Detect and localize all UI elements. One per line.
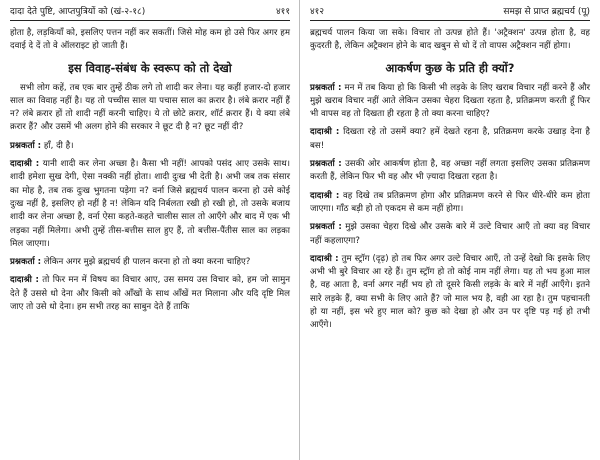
left-dialogue-questioner-1 [10,140,290,153]
right-dialogue-questioner-1 [310,82,590,122]
right-page [300,0,600,460]
right-dialogue-questioner-2 [310,158,590,185]
right-page-number: ४१२ [310,7,325,17]
left-section-heading: इस विवाह-संबंध के स्वरूप को तो देखो [68,60,232,75]
left-page-header [10,6,290,21]
dialogue-text: तो फिर मन में विषय का विचार आए, उस समय उस विचार को, हम जो सामुन देते हैं उससे धो देना और किसी को आँखों के साथ आँखें मत मिलाना और यदि दृष्टि मिल जाए तो उसे धो देना। हम सभी तरह का साबुन देते हैं ताकि [10,275,290,313]
speaker-label: प्रश्नकर्ता : [310,82,342,93]
speaker-label: दादाश्री : [310,127,340,138]
right-running-title: समझ से प्राप्त ब्रह्मचर्य (पू) [503,7,590,17]
dialogue-text: लेकिन अगर मुझे ब्रह्मचर्य ही पालन करना हो तो क्या करना चाहिए? [43,257,251,268]
left-page-number: ४११ [275,7,290,17]
left-dialogue-dadashri-2 [10,274,290,314]
left-running-title: दादा देते पुष्टि, आप्तपुत्रियों को (खं-२-१८) [10,7,146,17]
speaker-label: प्रश्नकर्ता : [310,222,342,233]
dialogue-text: यानी शादी कर लेना अच्छा है। कैसा भी नहीं! आपको पसंद आए उसके साथ। शादी हमेशा सुख देगी, ऐसा नक्की नहीं होता। शादी दुःख भी देती है। अभी जब तक संसार का मोह है, तब तक दुःख भुगतना पड़ेगा न? वर्ना जिसे ब्रह्मचर्य पालन करना हो उसे कोई दुःख नहीं है, इसलिए हो नहीं है न! लेकिन यदि निर्बलता रखी हो रखी हो, तो उसके बजाय शादी कर लेना अच्छा है, वर्ना ऐसा कहते-कहते चालीस साल तो आएँगे और बाद में एक भी लड़का नहीं मिलेगा। अभी तुम्हें तीस-बत्तीस साल हुए हैं, तो बत्तीस-पैंतीस साल का लड़का मिल जाएगा। [10,159,290,249]
speaker-label: प्रश्नकर्ता : [10,257,42,268]
speaker-label: प्रश्नकर्ता : [310,159,342,170]
right-dialogue-questioner-3 [310,221,590,248]
speaker-label: दादाश्री : [310,253,339,264]
dialogue-text: हाँ, दी है। [43,140,74,151]
right-dialogue-dadashri-3 [310,253,590,333]
speaker-label: दादाश्री : [310,190,340,201]
speaker-label: प्रश्नकर्ता : [10,140,42,151]
left-paragraph-2: सभी लोग कहें, तब एक बार तुम्हें ठीक लगे तो शादी कर लेना। यह कहीं हजार-दो हजार साल का विवाह नहीं है। यह तो पच्चीस साल या पचास साल का क़रार है। लंबे क़रार नहीं हैं न? लंबे क़रार हों तो शादी नहीं करनी चाहिए। ये तो छोटे क़रार, शॉर्ट क़रार हैं। ये क्या लंबे क़रार हैं? और उसमें भी अलग होने की सरकार ने छूट दी है न? छूट नहीं दी? [10,82,290,133]
dialogue-text: दिखता रहे तो उसमें क्या? हमें देखते रहना है, प्रतिक्रमण करके उखाड़ देना है बस! [310,127,590,151]
dialogue-text: उसकी ओर आकर्षण होता है, वह अच्छा नहीं लगता इसलिए उसका प्रतिक्रमण करती हैं, लेकिन फिर भी वह और भी ज़्यादा दिखता रहता है। [310,159,590,183]
dialogue-text: मुझे उसका चेहरा दिखे और उसके बारे में उल्टे विचार आएँ तो क्या वह विचार नहीं कहलाएगा? [310,222,591,246]
left-dialogue-dadashri-1 [10,158,290,251]
dialogue-text: वह दिखे तब प्रतिक्रमण होगा और प्रतिक्रमण करने से फिर धीरे-धीरे कम होता जाएगा। गाँठ बड़ी हो तो एकदम से कम नहीं होगा। [310,190,590,214]
right-page-header [310,6,590,21]
left-dialogue-questioner-2 [10,256,290,269]
left-paragraph-1: होता है, लड़कियाँ को, इसलिए पत्तन नहीं कर सकतीं। जिसे मोह कम हो उसे फिर अगर हम दवाई दे दें तो वे ऑलराइट हो जाती हैं। [10,28,290,52]
right-dialogue-dadashri-1 [310,126,590,153]
speaker-label: दादाश्री : [10,159,40,170]
right-section-heading: आकर्षण कुछ के प्रति ही क्यों? [385,60,515,75]
dialogue-text: मन में तब किया हो कि किसी भी लड़के के लिए खराब विचार नहीं करने हैं और मुझे खराब विचार नहीं आते लेकिन उसका चेहरा दिखता रहता है, प्रतिक्रमण करती हूँ फिर भी वापस वह तो दिखता ही रहता है तो क्या करना चाहिए? [310,82,590,120]
dialogue-text: तुम स्ट्रॉग (दृढ़) हो तब फिर अगर उल्टे विचार आएँ, तो उन्हें देखो कि इसके लिए अभी भी बुरे विचार आ रहे हैं। तुम स्ट्रॉग हो तो कोई नाम नहीं लेगा। यह तो भय हुआ माल है, वह आता है, वर्ना अगर नहीं भय हो तो दूसरे किसी लड़के के बारे में नहीं आएँगे। इतने सारे लड़के हैं, क्या सभी के लिए आते हैं? जो माल भय है, वही आ रहा है। तुम पहचानती हो या नहीं, इस भरे हुए माल को? कुछ को देखा हो और उन पर दृष्टि पड़ गई हो तभी आएँगे। [310,253,590,331]
right-dialogue-dadashri-2 [310,190,590,217]
right-paragraph-1: ब्रह्मचर्य पालन किया जा सके। विचार तो उत्पन्न होते हैं। 'अट्रैक्शन' उत्पन्न होता है, वह कुदरती है, लेकिन अट्रैक्शन होने के बाद खबुन से धो दें तो वापस अट्रैक्शन नहीं होगा। [310,28,590,52]
speaker-label: दादाश्री : [10,275,39,286]
